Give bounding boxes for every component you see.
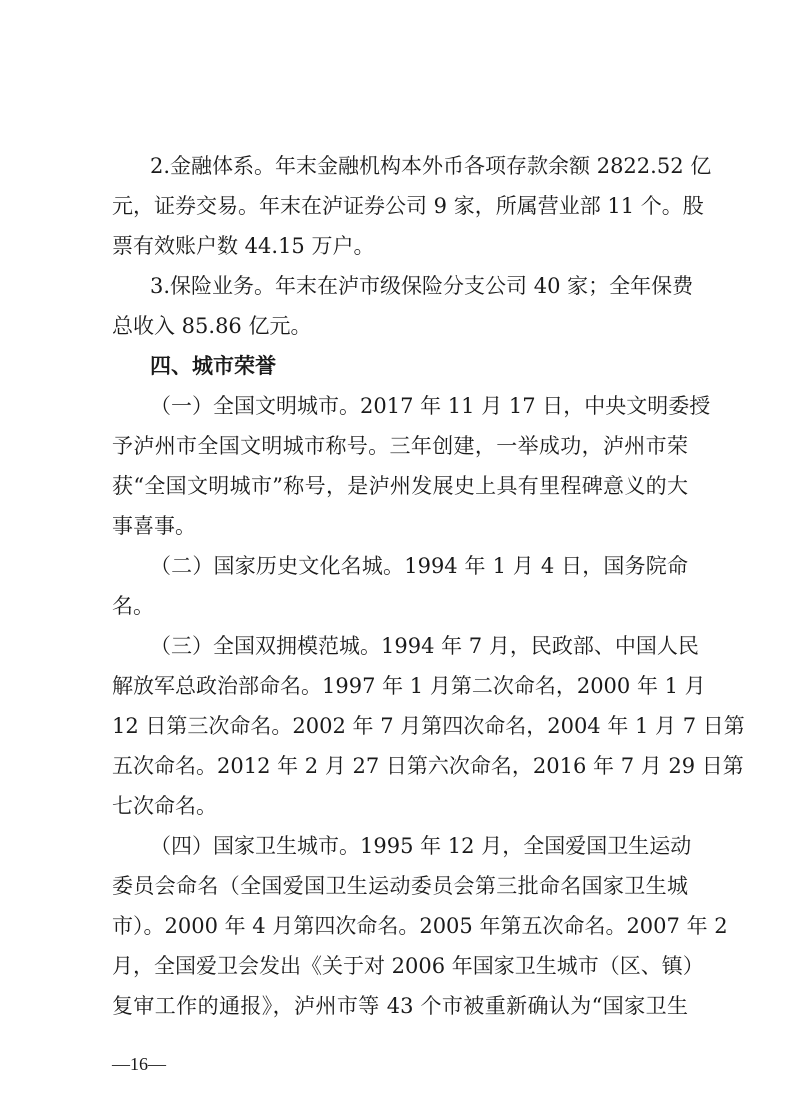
paragraph-honor-4-line-1: （四）国家卫生城市。1995 年 12 月，全国爱国卫生运动 xyxy=(150,834,692,858)
paragraph-honor-1-line-3: 获“全国文明城市”称号，是泸州发展史上具有里程碑意义的大 xyxy=(112,474,688,498)
paragraph-honor-3-line-3: 12 日第三次命名。2002 年 7 月第四次命名，2004 年 1 月 7 日第 xyxy=(112,714,745,738)
paragraph-honor-2-line-1: （二）国家历史文化名城。1994 年 1 月 4 日，国务院命 xyxy=(150,554,688,578)
paragraph-honor-1-line-1: （一）全国文明城市。2017 年 11 月 17 日，中央文明委授 xyxy=(150,394,711,418)
paragraph-honor-2-line-2: 名。 xyxy=(112,594,154,618)
paragraph-honor-1-line-2: 予泸州市全国文明城市称号。三年创建，一举成功，泸州市荣 xyxy=(112,434,688,458)
paragraph-honor-4-line-4: 月，全国爱卫会发出《关于对 2006 年国家卫生城市（区、镇） xyxy=(112,954,704,978)
page-number: —16— xyxy=(112,1054,166,1074)
paragraph-finance-line-1: 2.金融体系。年末金融机构本外币各项存款余额 2822.52 亿 xyxy=(150,154,712,178)
paragraph-insurance-line-1: 3.保险业务。年末在泸市级保险分支公司 40 家；全年保费 xyxy=(150,274,694,298)
paragraph-honor-3-line-1: （三）全国双拥模范城。1994 年 7 月，民政部、中国人民 xyxy=(150,634,699,658)
paragraph-honor-4-line-5: 复审工作的通报》，泸州市等 43 个市被重新确认为“国家卫生 xyxy=(112,994,688,1018)
paragraph-honor-3-line-4: 五次命名。2012 年 2 月 27 日第六次命名，2016 年 7 月 29 日第 xyxy=(112,754,744,778)
paragraph-finance-line-2: 元，证券交易。年末在泸证券公司 9 家，所属营业部 11 个。股 xyxy=(112,194,704,218)
section-heading: 四、城市荣誉 xyxy=(150,354,276,378)
paragraph-honor-3-line-2: 解放军总政治部命名。1997 年 1 月第二次命名，2000 年 1 月 xyxy=(112,674,706,698)
paragraph-insurance-line-2: 总收入 85.86 亿元。 xyxy=(112,314,312,338)
paragraph-honor-4-line-3: 市）。2000 年 4 月第四次命名。2005 年第五次命名。2007 年 2 xyxy=(112,914,728,938)
paragraph-finance-line-3: 票有效账户数 44.15 万户。 xyxy=(112,234,375,258)
paragraph-honor-1-line-4: 事喜事。 xyxy=(112,514,196,538)
paragraph-honor-3-line-5: 七次命名。 xyxy=(112,794,217,818)
paragraph-honor-4-line-2: 委员会命名（全国爱国卫生运动委员会第三批命名国家卫生城 xyxy=(112,874,688,898)
